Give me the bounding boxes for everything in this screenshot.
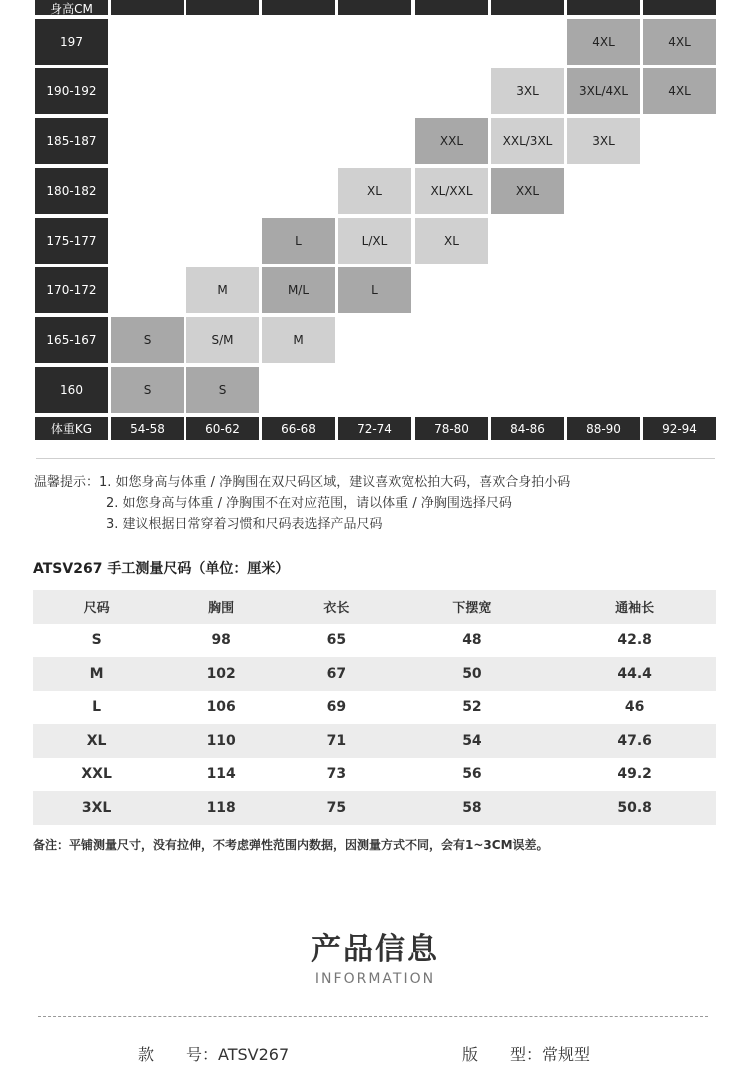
remark: 备注：平铺测量尺寸，没有拉伸，不考虑弹性范围内数据，因测量方式不同，会有1~3CM误差。 [33, 838, 549, 852]
header-strip-cell [111, 0, 184, 15]
table-row [33, 724, 716, 758]
table-cell: 118 [206, 799, 236, 816]
header-strip-cell [567, 0, 640, 15]
header-strip-cell [415, 0, 488, 15]
table-cell: XXL [81, 766, 112, 783]
table-cell: 102 [206, 665, 236, 682]
table-cell: 48 [462, 632, 482, 649]
height-label: 197 [35, 19, 108, 65]
size-cell: XXL/3XL [491, 118, 564, 164]
table-cell: 52 [462, 699, 482, 716]
table-cell: 110 [206, 732, 236, 749]
size-cell: L/XL [338, 218, 411, 264]
notes-block [34, 472, 570, 535]
style-number [138, 1042, 289, 1065]
size-cell: XL [415, 218, 488, 264]
note-item-1: 1. 如您身高与体重 / 净胸围在双尺码区域，建议喜欢宽松拍大码，喜欢合身拍小码 [99, 475, 571, 490]
measure-title: ATSV267 手工测量尺码（单位：厘米） [33, 561, 290, 577]
header-strip-cell [262, 0, 335, 15]
table-cell: 71 [326, 732, 347, 749]
dashed-divider [38, 1016, 708, 1017]
size-cell: 4XL [643, 68, 716, 114]
table-cell: 44.4 [617, 665, 652, 682]
info-subtitle: INFORMATION [314, 971, 436, 987]
note-item-2: 2. 如您身高与体重 / 净胸围不在对应范围，请以体重 / 净胸围选择尺码 [106, 496, 512, 511]
weight-label: 88-90 [567, 417, 640, 440]
table-cell: 49.2 [617, 766, 652, 783]
table-cell: 58 [462, 799, 482, 816]
note-line-1 [34, 472, 570, 493]
fit-label: 版 型： [462, 1045, 543, 1064]
table-cell: 73 [326, 766, 347, 783]
header-sleeve: 通袖长 [615, 601, 655, 617]
header-strip-cell [491, 0, 564, 15]
notes-label: 温馨提示： [34, 475, 100, 490]
height-label: 175-177 [35, 218, 108, 264]
header-length: 衣长 [323, 601, 350, 617]
table-cell: 56 [462, 766, 482, 783]
weight-label: 72-74 [338, 417, 411, 440]
table-cell: 114 [206, 766, 236, 783]
table-row [33, 657, 716, 691]
weight-header: 体重KG [35, 417, 108, 440]
header-chest: 胸围 [208, 601, 235, 617]
fit-type [462, 1042, 590, 1065]
size-cell: M/L [262, 267, 335, 313]
height-header: 身高CM [35, 0, 108, 15]
header-strip-cell [186, 0, 259, 15]
size-cell: S [111, 317, 184, 363]
size-cell: S/M [186, 317, 259, 363]
weight-label: 54-58 [111, 417, 184, 440]
table-cell: L [92, 699, 102, 716]
header-size: 尺码 [83, 601, 110, 617]
weight-label: 84-86 [491, 417, 564, 440]
style-value: ATSV267 [218, 1045, 290, 1064]
table-cell: M [89, 665, 104, 682]
table-cell: 42.8 [617, 632, 652, 649]
table-cell: 46 [624, 699, 645, 716]
size-cell: XXL [415, 118, 488, 164]
table-cell: 54 [462, 732, 482, 749]
fit-value: 常规型 [542, 1045, 591, 1064]
height-label: 165-167 [35, 317, 108, 363]
info-title: 产品信息 [311, 932, 439, 967]
table-row [33, 758, 716, 792]
note-item-3: 3. 建议根据日常穿着习惯和尺码表选择产品尺码 [106, 517, 383, 532]
height-label: 170-172 [35, 267, 108, 313]
weight-label: 60-62 [186, 417, 259, 440]
table-cell: 47.6 [617, 732, 652, 749]
size-cell: 3XL [491, 68, 564, 114]
header-hem: 下摆宽 [452, 601, 492, 617]
weight-label: 78-80 [415, 417, 488, 440]
height-label: 185-187 [35, 118, 108, 164]
size-cell: L [262, 218, 335, 264]
table-row [33, 791, 716, 825]
height-label: 180-182 [35, 168, 108, 214]
size-cell: L [338, 267, 411, 313]
table-cell: 67 [326, 665, 347, 682]
size-chart [0, 0, 750, 445]
size-cell: M [262, 317, 335, 363]
measurement-table [33, 590, 716, 825]
header-strip-cell [643, 0, 716, 15]
size-cell: 4XL [643, 19, 716, 65]
table-row [33, 624, 716, 658]
size-cell: 3XL [567, 118, 640, 164]
table-cell: S [91, 632, 102, 649]
table-cell: XL [86, 732, 107, 749]
table-cell: 65 [326, 632, 347, 649]
table-cell: 3XL [81, 799, 112, 816]
size-cell: XL/XXL [415, 168, 488, 214]
weight-label: 66-68 [262, 417, 335, 440]
header-strip-cell [338, 0, 411, 15]
table-header-row [33, 590, 716, 624]
height-label: 190-192 [35, 68, 108, 114]
divider [36, 458, 715, 459]
size-cell: 3XL/4XL [567, 68, 640, 114]
table-cell: 106 [206, 699, 236, 716]
size-cell: S [111, 367, 184, 413]
size-cell: XXL [491, 168, 564, 214]
size-cell: S [186, 367, 259, 413]
table-cell: 69 [326, 699, 347, 716]
table-row [33, 691, 716, 725]
size-cell: XL [338, 168, 411, 214]
height-label: 160 [35, 367, 108, 413]
table-cell: 50.8 [617, 799, 652, 816]
table-cell: 50 [462, 665, 482, 682]
style-label: 款 号： [138, 1045, 219, 1064]
size-cell: 4XL [567, 19, 640, 65]
size-cell: M [186, 267, 259, 313]
table-cell: 75 [326, 799, 347, 816]
weight-label: 92-94 [643, 417, 716, 440]
table-cell: 98 [211, 632, 231, 649]
